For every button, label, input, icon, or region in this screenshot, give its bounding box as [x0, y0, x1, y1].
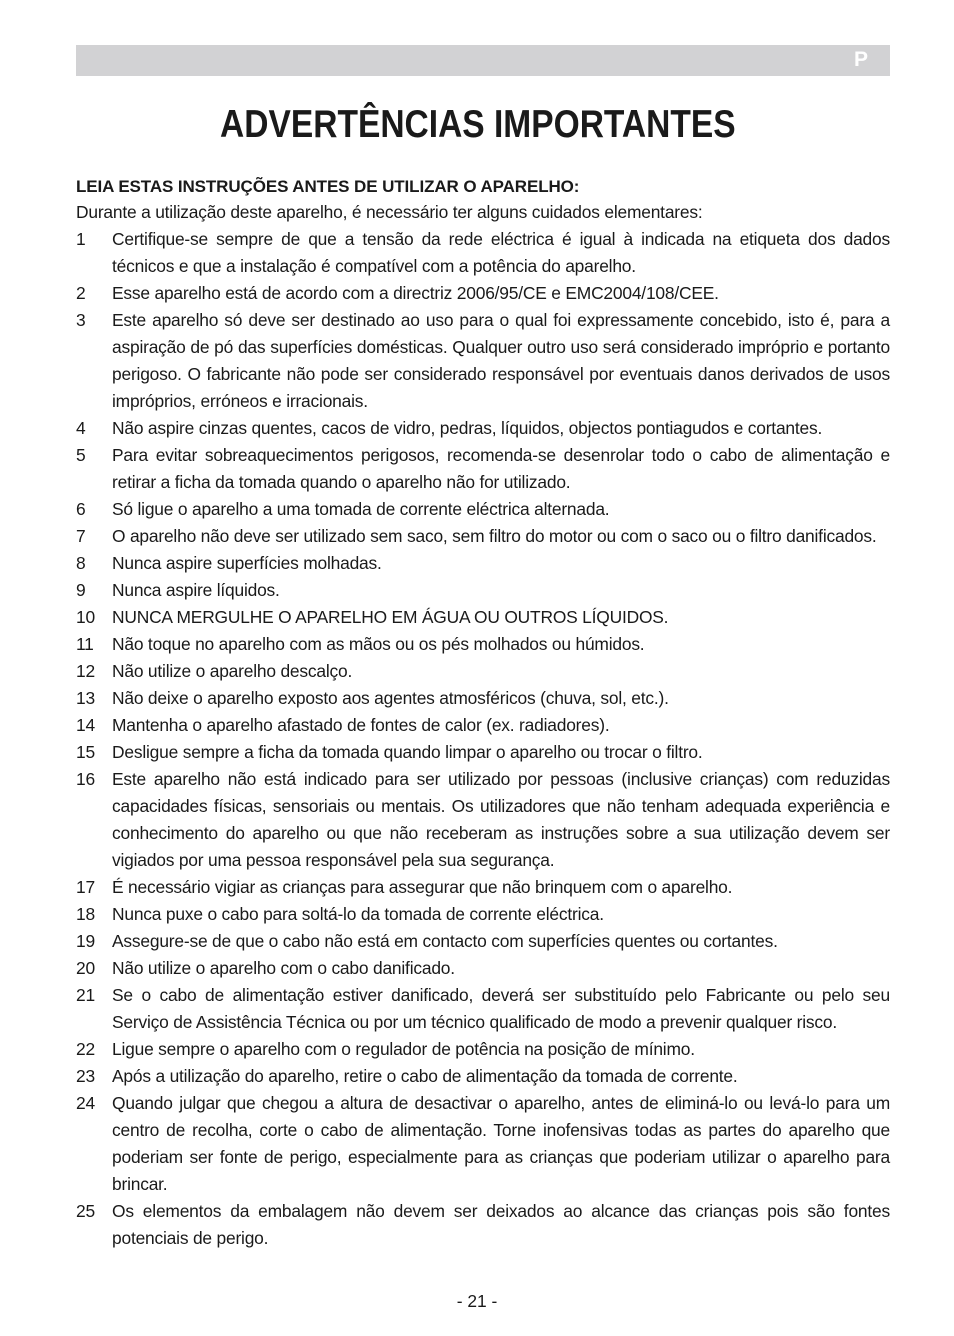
- list-item-number: 17: [76, 877, 95, 897]
- list-item-text: Não utilize o aparelho com o cabo danificado.: [112, 958, 455, 978]
- list-item-number: 14: [76, 715, 95, 735]
- list-item-text: Este aparelho só deve ser destinado ao uso para o qual foi expressamente concebido, isto é, para a aspiração de pó das superfícies domésticas. Qualquer outro uso será considerado impróprio e portanto perigoso. O fabricante não pode ser considerado responsável por eventuais danos derivados de usos impróprios, erróneos e irracionais.: [112, 310, 890, 411]
- safety-list: [76, 226, 890, 1252]
- instructions-section: [76, 175, 890, 1252]
- list-item-text: É necessário vigiar as crianças para assegurar que não brinquem com o aparelho.: [112, 877, 733, 897]
- list-item-text: Se o cabo de alimentação estiver danificado, deverá ser substituído pelo Fabricante ou pelo seu Serviço de Assistência Técnica ou por um técnico qualificado de modo a prevenir qualquer risco.: [112, 985, 890, 1032]
- list-item-number: 19: [76, 931, 95, 951]
- list-item: [76, 901, 890, 928]
- list-item: [76, 442, 890, 496]
- list-item-text: Ligue sempre o aparelho com o regulador de potência na posição de mínimo.: [112, 1039, 695, 1059]
- list-item: [76, 280, 890, 307]
- list-item-text: Para evitar sobreaquecimentos perigosos, recomenda-se desenrolar todo o cabo de alimentação e retirar a ficha da tomada quando o aparelho não for utilizado.: [112, 445, 890, 492]
- page-number: - 21 -: [456, 1291, 498, 1311]
- list-item-number: 15: [76, 742, 95, 762]
- list-item-text: Esse aparelho está de acordo com a directriz 2006/95/CE e EMC2004/108/CEE.: [112, 283, 719, 303]
- list-item: [76, 631, 890, 658]
- list-item-number: 3: [76, 310, 86, 330]
- list-item: [76, 766, 890, 874]
- list-item-text: Certifique-se sempre de que a tensão da rede eléctrica é igual à indicada na etiqueta dos dados técnicos e que a instalação é compatível com a potência do aparelho.: [112, 229, 890, 276]
- list-item-number: 6: [76, 499, 86, 519]
- list-item-text: Não toque no aparelho com as mãos ou os pés molhados ou húmidos.: [112, 634, 645, 654]
- list-item: [76, 982, 890, 1036]
- list-item-text: Mantenha o aparelho afastado de fontes de calor (ex. radiadores).: [112, 715, 610, 735]
- list-item-text: Nunca aspire líquidos.: [112, 580, 280, 600]
- list-item-text: Nunca puxe o cabo para soltá-lo da tomada de corrente eléctrica.: [112, 904, 604, 924]
- list-item-number: 5: [76, 445, 86, 465]
- list-item-number: 16: [76, 769, 95, 789]
- language-header-bar: [76, 45, 890, 76]
- list-item-text: Os elementos da embalagem não devem ser deixados ao alcance das crianças pois são fontes potenciais de perigo.: [112, 1201, 890, 1248]
- list-item-number: 12: [76, 661, 95, 681]
- list-item-number: 9: [76, 580, 86, 600]
- list-item: [76, 928, 890, 955]
- list-item-number: 7: [76, 526, 86, 546]
- list-item-text: Desligue sempre a ficha da tomada quando limpar o aparelho ou trocar o filtro.: [112, 742, 703, 762]
- list-item-number: 10: [76, 607, 95, 627]
- list-item-number: 23: [76, 1066, 95, 1086]
- list-item: [76, 496, 890, 523]
- list-item: [76, 658, 890, 685]
- list-item-text: Não deixe o aparelho exposto aos agentes atmosféricos (chuva, sol, etc.).: [112, 688, 669, 708]
- list-item-text: NUNCA MERGULHE O APARELHO EM ÁGUA OU OUTROS LÍQUIDOS.: [112, 607, 669, 627]
- list-item-number: 8: [76, 553, 86, 573]
- list-item-number: 18: [76, 904, 95, 924]
- list-item-text: Quando julgar que chegou a altura de desactivar o aparelho, antes de eliminá-lo ou levá-lo para um centro de recolha, corte o cabo de alimentação. Torne inofensivas todas as partes do aparelho que poderiam ser fonte de perigo, especialmente para as crianças que poderiam utilizar o aparelho para brincar.: [112, 1093, 890, 1194]
- list-item: [76, 685, 890, 712]
- list-item-number: 20: [76, 958, 95, 978]
- intro-text: Durante a utilização deste aparelho, é necessário ter alguns cuidados elementares:: [76, 202, 703, 222]
- list-item: [76, 1063, 890, 1090]
- list-item: [76, 874, 890, 901]
- list-item-number: 11: [76, 634, 94, 654]
- list-item: [76, 1036, 890, 1063]
- list-item-text: O aparelho não deve ser utilizado sem saco, sem filtro do motor ou com o saco ou o filtro danificados.: [112, 526, 877, 546]
- list-item-number: 22: [76, 1039, 95, 1059]
- list-item-text: Não aspire cinzas quentes, cacos de vidro, pedras, líquidos, objectos pontiagudos e cortantes.: [112, 418, 823, 438]
- list-item: [76, 226, 890, 280]
- list-item-number: 24: [76, 1093, 95, 1113]
- list-item-number: 21: [76, 985, 95, 1005]
- list-item-number: 1: [76, 229, 86, 249]
- list-item: [76, 955, 890, 982]
- list-item: [76, 604, 890, 631]
- list-item: [76, 712, 890, 739]
- language-code: P: [853, 48, 868, 71]
- list-item: [76, 1090, 890, 1198]
- list-item-number: 4: [76, 418, 86, 438]
- list-item-number: 13: [76, 688, 95, 708]
- list-item: [76, 550, 890, 577]
- list-item-number: 2: [76, 283, 86, 303]
- page-title: ADVERTÊNCIAS IMPORTANTES: [220, 103, 736, 146]
- list-item: [76, 739, 890, 766]
- list-item-text: Só ligue o aparelho a uma tomada de corrente eléctrica alternada.: [112, 499, 610, 519]
- list-item-number: 25: [76, 1201, 95, 1221]
- list-item: [76, 1198, 890, 1252]
- list-item-text: Após a utilização do aparelho, retire o cabo de alimentação da tomada de corrente.: [112, 1066, 738, 1086]
- list-item-text: Não utilize o aparelho descalço.: [112, 661, 353, 681]
- list-item: [76, 307, 890, 415]
- list-item-text: Nunca aspire superfícies molhadas.: [112, 553, 382, 573]
- list-item: [76, 523, 890, 550]
- list-item: [76, 415, 890, 442]
- section-subheading: LEIA ESTAS INSTRUÇÕES ANTES DE UTILIZAR O APARELHO:: [76, 177, 580, 196]
- list-item-text: Assegure-se de que o cabo não está em contacto com superfícies quentes ou cortantes.: [112, 931, 778, 951]
- list-item-text: Este aparelho não está indicado para ser utilizado por pessoas (inclusive crianças) com reduzidas capacidades físicas, sensoriais ou mentais. Os utilizadores que não tenham adequada experiência e conhecimento do aparelho ou que não receberam as instruções sobre a sua utilização devem ser vigiados por uma pessoa responsável pela sua segurança.: [112, 769, 890, 870]
- list-item: [76, 577, 890, 604]
